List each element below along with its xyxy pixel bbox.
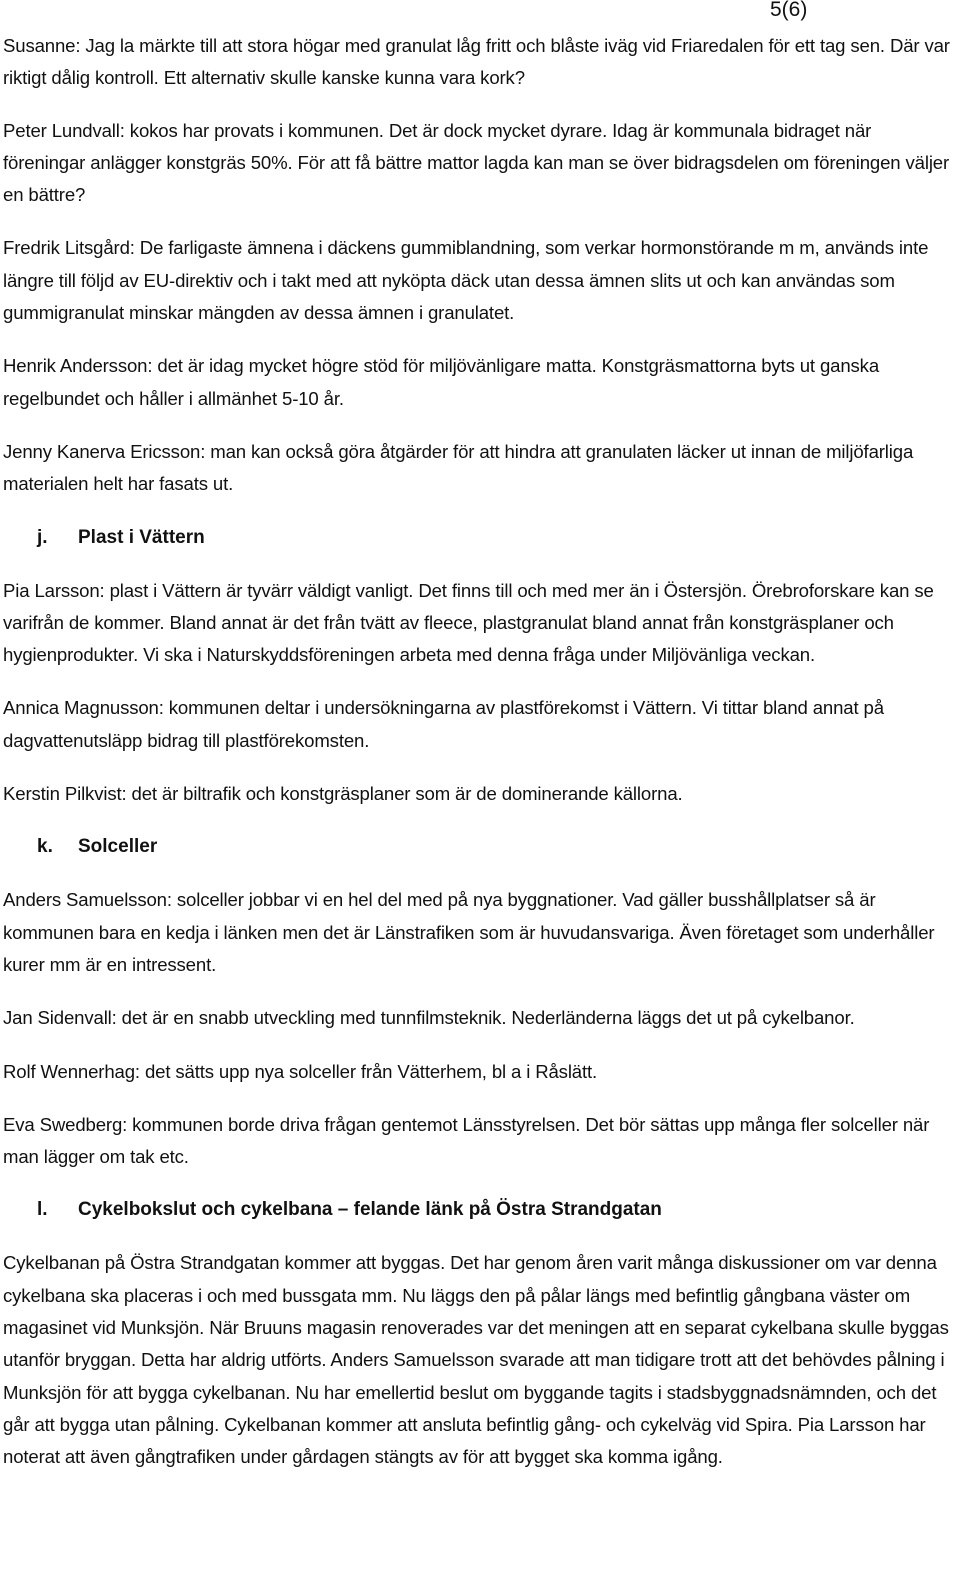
section-letter-k: k. bbox=[37, 836, 53, 858]
section-title-j: Plast i Vättern bbox=[78, 526, 205, 548]
paragraph-annica-magnusson: Annica Magnusson: kommunen deltar i undersökningarna av plastförekomst i Vättern. Vi tittar bland annat på dagvattenutsläpp bidrag till plastförekomsten. bbox=[3, 697, 884, 751]
paragraph-kerstin-pilkvist: Kerstin Pilkvist: det är biltrafik och konstgräsplaner som är de dominerande källorna. bbox=[3, 783, 683, 805]
paragraph-cykelbana: Cykelbanan på Östra Strandgatan kommer att byggas. Det har genom åren varit många diskussioner om var denna cykelbana ska placeras i och med bussgata mm. Nu läggs den på pålar längs med befintlig gångbana väster om magasinet vid Munksjön. När Bruuns magasin renoverades var det meningen att en separat cykelbana skulle byggas utanför bryggan. Detta har aldrig utförts. Anders Samuelsson svarade att man tidigare trott att det behövdes pålning i Munksjön för att bygga cykelbanan. Nu har emellertid beslut om byggande tagits i stadsbyggnadsnämnden, och det går att bygga utan pålning. Cykelbanan kommer att ansluta befintlig gång- och cykelväg vid Spira. Pia Larsson har noterat att även gångtrafiken under gårdagen stängts av för att bygget ska komma igång. bbox=[3, 1252, 949, 1468]
paragraph-susanne: Susanne: Jag la märkte till att stora högar med granulat låg fritt och blåste iväg vid Friaredalen för ett tag sen. Där var riktigt dålig kontroll. Ett alternativ skulle kanske kunna vara kork? bbox=[3, 35, 950, 89]
paragraph-fredrik-litsgard: Fredrik Litsgård: De farligaste ämnena i däckens gummiblandning, som verkar hormonstörande m m, används inte längre till följd av EU-direktiv och i takt med att nyköpta däck utan dessa ämnen slits ut och kan användas som gummigranulat minskar mängden av dessa ämnen i granulatet. bbox=[3, 237, 929, 324]
section-title-k: Solceller bbox=[78, 836, 158, 858]
paragraph-jan-sidenvall: Jan Sidenvall: det är en snabb utveckling med tunnfilmsteknik. Nederländerna läggs det ut på cykelbanor. bbox=[3, 1007, 855, 1029]
page-number: 5(6) bbox=[770, 0, 808, 21]
paragraph-peter-lundvall: Peter Lundvall: kokos har provats i kommunen. Det är dock mycket dyrare. Idag är kommunala bidraget när föreningar anlägger konstgräs 50%. För att få bättre mattor lagda kan man se över bidragsdelen om föreningen väljer en bättre? bbox=[3, 119, 950, 206]
section-heading-k bbox=[3, 831, 951, 863]
section-title-l: Cykelbokslut och cykelbana – felande länk på Östra Strandgatan bbox=[78, 1199, 662, 1221]
section-letter-j: j. bbox=[37, 526, 48, 548]
paragraph-jenny-kanerva-ericsson: Jenny Kanerva Ericsson: man kan också göra åtgärder för att hindra att granulaten läcker ut innan de miljöfarliga materialen helt har fasats ut. bbox=[3, 440, 914, 495]
paragraph-pia-larsson: Pia Larsson: plast i Vättern är tyvärr väldigt vanligt. Det finns till och med mer än i Östersjön. Örebroforskare kan se varifrån de kommer. Bland annat är det från tvätt av fleece, plastgranulat bland annat från konstgräsplaner och hygienprodukter. Vi ska i Naturskyddsföreningen arbeta med denna fråga under Miljövänliga veckan. bbox=[3, 579, 934, 666]
section-heading-l bbox=[3, 1194, 951, 1226]
paragraph-anders-samuelsson: Anders Samuelsson: solceller jobbar vi en hel del med på nya byggnationer. Vad gäller busshållplatser så är kommunen bara en kedja i länken men det är Länstrafiken som är huvudansvariga. Även företaget som underhåller kurer mm är en intressent. bbox=[3, 889, 935, 975]
document-body bbox=[3, 30, 951, 1474]
paragraph-henrik-andersson: Henrik Andersson: det är idag mycket högre stöd för miljövänligare matta. Konstgräsmattorna byts ut ganska regelbundet och håller i allmänhet 5-10 år. bbox=[3, 355, 880, 409]
paragraph-rolf-wennerhag: Rolf Wennerhag: det sätts upp nya solceller från Vätterhem, bl a i Råslätt. bbox=[3, 1060, 598, 1082]
section-letter-l: l. bbox=[37, 1199, 48, 1221]
paragraph-eva-swedberg: Eva Swedberg: kommunen borde driva frågan gentemot Länsstyrelsen. Det bör sättas upp många fler solceller när man lägger om tak etc. bbox=[3, 1113, 930, 1168]
section-heading-j bbox=[3, 522, 951, 554]
